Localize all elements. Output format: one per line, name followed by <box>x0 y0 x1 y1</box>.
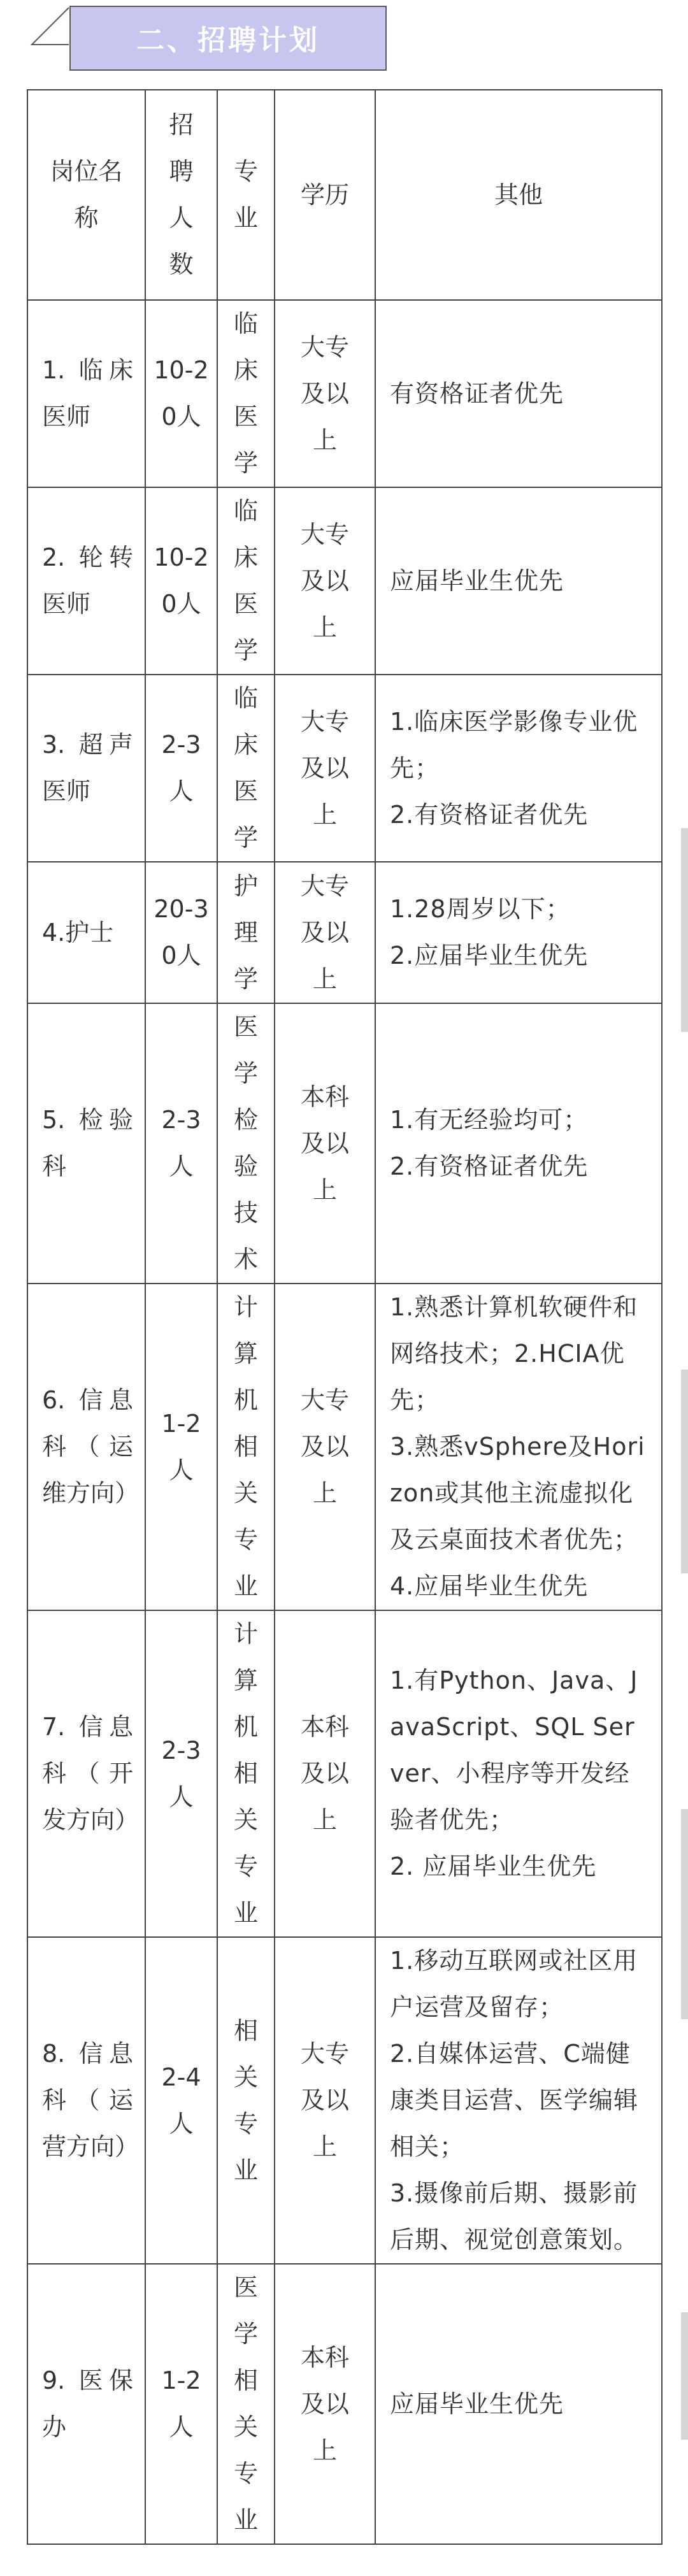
cell-position-name: 9. 医保办 <box>27 2264 145 2544</box>
cell-other <box>375 862 662 1003</box>
cell-other <box>375 1610 662 1937</box>
cell-count: 10-20人 <box>145 300 217 487</box>
cell-education: 大专及以上 <box>275 675 375 862</box>
other-line: 2.应届毕业生优先 <box>390 941 589 970</box>
table-row <box>27 1284 662 1610</box>
other-line: 1.移动互联网或社区用户运营及留存； <box>390 1947 638 2021</box>
cell-position-name: 1. 临床医师 <box>27 300 145 487</box>
cell-other <box>375 1284 662 1610</box>
header-major: 专业 <box>217 90 275 300</box>
cell-count: 2-3人 <box>145 1610 217 1937</box>
other-line: 1.临床医学影像专业优先； <box>390 707 638 782</box>
other-line: 有资格证者优先 <box>390 379 564 408</box>
other-line: 3.熟悉vSphere及Horizon或其他主流虚拟化及云桌面技术者优先； <box>390 1433 645 1554</box>
scroll-marker <box>681 2312 688 2440</box>
cell-position-name: 6. 信息科（运维方向） <box>27 1284 145 1610</box>
other-line: 1.有无经验均可； <box>390 1106 589 1134</box>
header-position-name: 岗位名称 <box>27 90 145 300</box>
other-line: 应届毕业生优先 <box>390 2389 564 2418</box>
cell-education: 大专及以上 <box>275 300 375 487</box>
other-line: 3.摄像前后期、摄影前后期、视觉创意策划。 <box>390 2179 639 2254</box>
header-other: 其他 <box>375 90 662 300</box>
section-title: 二、招聘计划 <box>136 24 320 57</box>
cell-major: 临床医学 <box>217 675 275 862</box>
cell-position-name: 3. 超声医师 <box>27 675 145 862</box>
scroll-marker <box>681 1809 688 2019</box>
cell-count: 1-2人 <box>145 2264 217 2544</box>
cell-count: 2-3人 <box>145 1003 217 1284</box>
cell-education: 本科及以上 <box>275 1610 375 1937</box>
table-row <box>27 675 662 862</box>
table-row <box>27 300 662 487</box>
section-header <box>0 0 688 73</box>
other-line: 1.28周岁以下； <box>390 895 571 923</box>
cell-position-name: 2. 轮转医师 <box>27 487 145 675</box>
other-line: 1.熟悉计算机软硬件和网络技术；2.HCIA优先； <box>390 1293 638 1414</box>
cell-major: 相关专业 <box>217 1937 275 2264</box>
cell-count: 10-20人 <box>145 487 217 675</box>
table-row <box>27 1937 662 2264</box>
cell-major: 医学检验技术 <box>217 1003 275 1284</box>
cell-other <box>375 300 662 487</box>
other-line: 2. 应届毕业生优先 <box>390 1852 597 1880</box>
cell-major: 医学相关专业 <box>217 2264 275 2544</box>
cell-count: 1-2人 <box>145 1284 217 1610</box>
cell-major: 临床医学 <box>217 487 275 675</box>
table-row <box>27 2264 662 2544</box>
scroll-marker <box>681 828 688 1032</box>
cell-education: 本科及以上 <box>275 2264 375 2544</box>
cell-other <box>375 1003 662 1284</box>
cell-count: 2-4人 <box>145 1937 217 2264</box>
cell-major: 计算机相关专业 <box>217 1610 275 1937</box>
other-line: 2.自媒体运营、C端健康类目运营、医学编辑相关； <box>390 2040 639 2161</box>
table-row <box>27 1003 662 1284</box>
recruitment-plan-table <box>27 89 663 2545</box>
other-line: 4.应届毕业生优先 <box>390 1572 589 1600</box>
scroll-marker <box>681 1370 688 1573</box>
cell-education: 大专及以上 <box>275 1284 375 1610</box>
other-line: 2.有资格证者优先 <box>390 800 589 829</box>
cell-other <box>375 487 662 675</box>
cell-position-name: 5. 检验科 <box>27 1003 145 1284</box>
other-line: 1.有Python、Java、JavaScript、SQL Server、小程序等开发经验者优先； <box>390 1666 638 1834</box>
table-header-row <box>27 90 662 300</box>
cell-other <box>375 675 662 862</box>
cell-position-name: 7. 信息科（开发方向） <box>27 1610 145 1937</box>
other-line: 应届毕业生优先 <box>390 566 564 595</box>
cell-position-name: 4.护士 <box>27 862 145 1003</box>
cell-other <box>375 2264 662 2544</box>
cell-education: 大专及以上 <box>275 862 375 1003</box>
cell-other <box>375 1937 662 2264</box>
table-row <box>27 1610 662 1937</box>
cell-count: 20-30人 <box>145 862 217 1003</box>
cell-count: 2-3人 <box>145 675 217 862</box>
header-count: 招聘人数 <box>145 90 217 300</box>
cell-major: 临床医学 <box>217 300 275 487</box>
cell-education: 大专及以上 <box>275 1937 375 2264</box>
cell-education: 本科及以上 <box>275 1003 375 1284</box>
cell-major: 计算机相关专业 <box>217 1284 275 1610</box>
cell-position-name: 8. 信息科（运营方向） <box>27 1937 145 2264</box>
table-row <box>27 862 662 1003</box>
other-line: 2.有资格证者优先 <box>390 1152 589 1180</box>
banner-corner-line <box>32 8 69 45</box>
cell-major: 护理学 <box>217 862 275 1003</box>
header-education: 学历 <box>275 90 375 300</box>
cell-education: 大专及以上 <box>275 487 375 675</box>
table-row <box>27 487 662 675</box>
